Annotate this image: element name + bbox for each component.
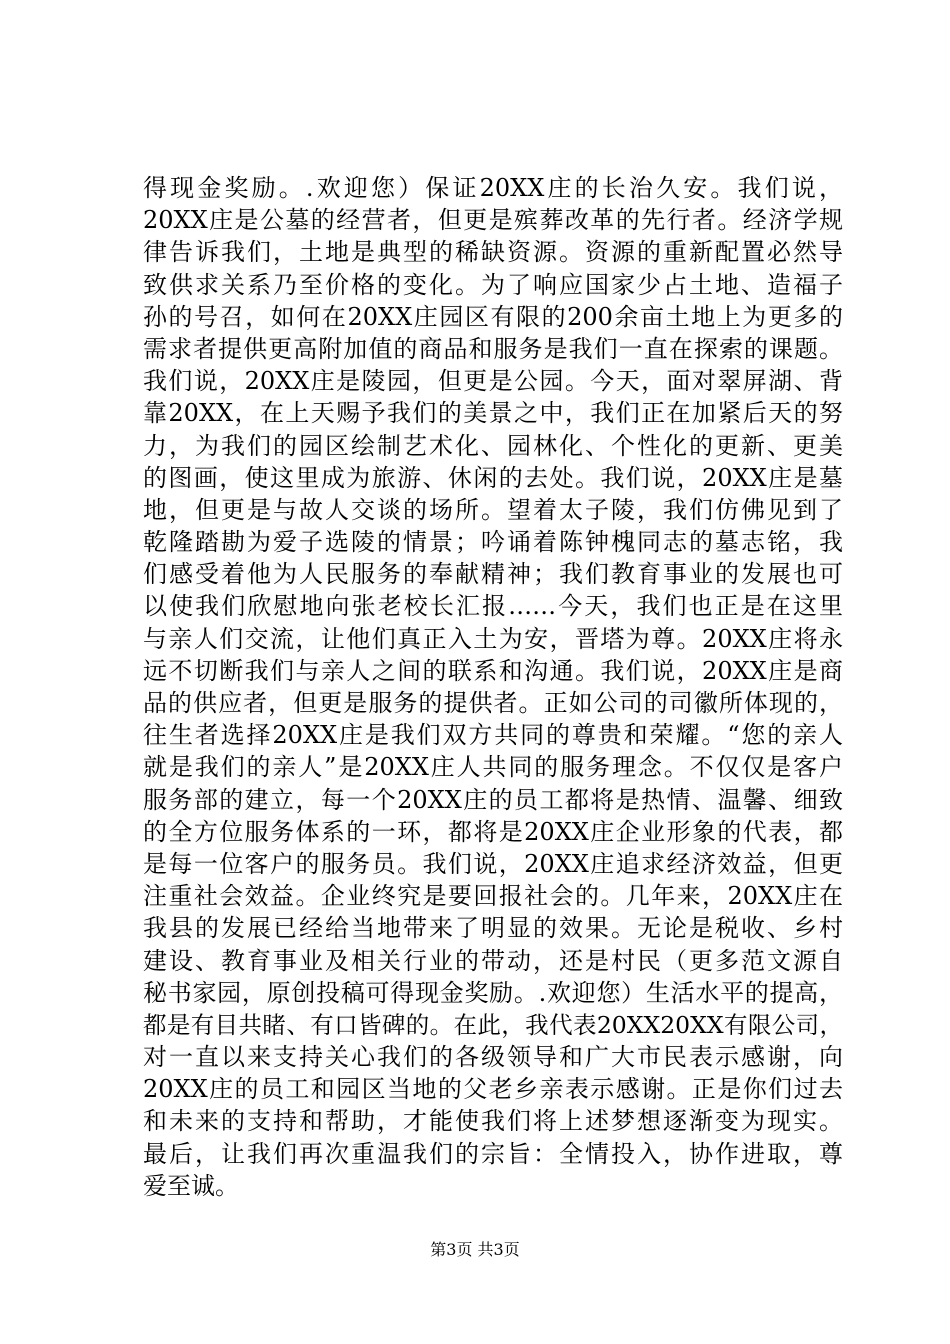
- text-line: 和未来的支持和帮助，才能使我们将上述梦想逐渐变为现实。: [143, 1107, 843, 1136]
- text-line: 注重社会效益。企业终究是要回报社会的。几年来，20XX庄在: [143, 882, 843, 911]
- text-line: 20XX庄的员工和园区当地的父老乡亲表示感谢。正是你们过去: [143, 1075, 843, 1104]
- text-line: 地，但更是与故人交谈的场所。望着太子陵，我们仿佛见到了: [143, 495, 843, 524]
- text-line: 们感受着他为人民服务的奉献精神；我们教育事业的发展也可: [143, 560, 843, 589]
- text-line: 的全方位服务体系的一环，都将是20XX庄企业形象的代表，都: [143, 817, 843, 846]
- text-line: 孙的号召，如何在20XX庄园区有限的200余亩土地上为更多的: [143, 302, 843, 331]
- text-line: 得现金奖励。.欢迎您）保证20XX庄的长治久安。我们说，: [143, 174, 843, 202]
- text-line: 与亲人们交流，让他们真正入土为安，晋塔为尊。20XX庄将永: [143, 624, 843, 653]
- text-line: 爱至诚。: [143, 1171, 239, 1200]
- text-line: 致供求关系乃至价格的变化。为了响应国家少占土地、造福子: [143, 270, 843, 299]
- text-line: 秘书家园，原创投稿可得现金奖励。.欢迎您）生活水平的提高，: [143, 978, 843, 1007]
- text-line: 律告诉我们，土地是典型的稀缺资源。资源的重新配置必然导: [143, 238, 843, 267]
- body-text: [143, 172, 843, 1202]
- text-line: 最后，让我们再次重温我们的宗旨：全情投入，协作进取，尊: [143, 1139, 843, 1168]
- page-footer: 第3页 共3页: [430, 1240, 520, 1259]
- text-line: 是每一位客户的服务员。我们说，20XX庄追求经济效益，但更: [143, 849, 843, 878]
- text-line: 都是有目共睹、有口皆碑的。在此，我代表20XX20XX有限公司，: [143, 1010, 843, 1039]
- text-line: 建设、教育事业及相关行业的带动，还是村民（更多范文源自: [143, 946, 843, 975]
- text-line: 20XX庄是公墓的经营者，但更是殡葬改革的先行者。经济学规: [143, 206, 843, 235]
- text-line: 靠20XX，在上天赐予我们的美景之中，我们正在加紧后天的努: [143, 399, 843, 428]
- text-line: 服务部的建立，每一个20XX庄的员工都将是热情、温馨、细致: [143, 785, 843, 814]
- text-line: 力，为我们的园区绘制艺术化、园林化、个性化的更新、更美: [143, 431, 843, 460]
- text-line: 需求者提供更高附加值的商品和服务是我们一直在探索的课题。: [143, 334, 843, 363]
- text-line: 品的供应者，但更是服务的提供者。正如公司的司徽所体现的，: [143, 689, 843, 717]
- text-line: 我县的发展已经给当地带来了明显的效果。无论是税收、乡村: [143, 914, 843, 943]
- text-line: 我们说，20XX庄是陵园，但更是公园。今天，面对翠屏湖、背: [143, 367, 843, 396]
- text-line: 以使我们欣慰地向张老校长汇报……今天，我们也正是在这里: [143, 592, 843, 621]
- text-line: 的图画，使这里成为旅游、休闲的去处。我们说，20XX庄是墓: [143, 463, 843, 492]
- text-line: 远不切断我们与亲人之间的联系和沟通。我们说，20XX庄是商: [143, 656, 843, 685]
- text-line: 往生者选择20XX庄是我们双方共同的尊贵和荣耀。“您的亲人: [143, 721, 843, 750]
- text-line: 乾隆踏勘为爱子选陵的情景；吟诵着陈钟槐同志的墓志铭，我: [143, 528, 843, 557]
- text-line: 就是我们的亲人”是20XX庄人共同的服务理念。不仅仅是客户: [143, 753, 843, 782]
- text-line: 对一直以来支持关心我们的各级领导和广大市民表示感谢，向: [143, 1043, 843, 1072]
